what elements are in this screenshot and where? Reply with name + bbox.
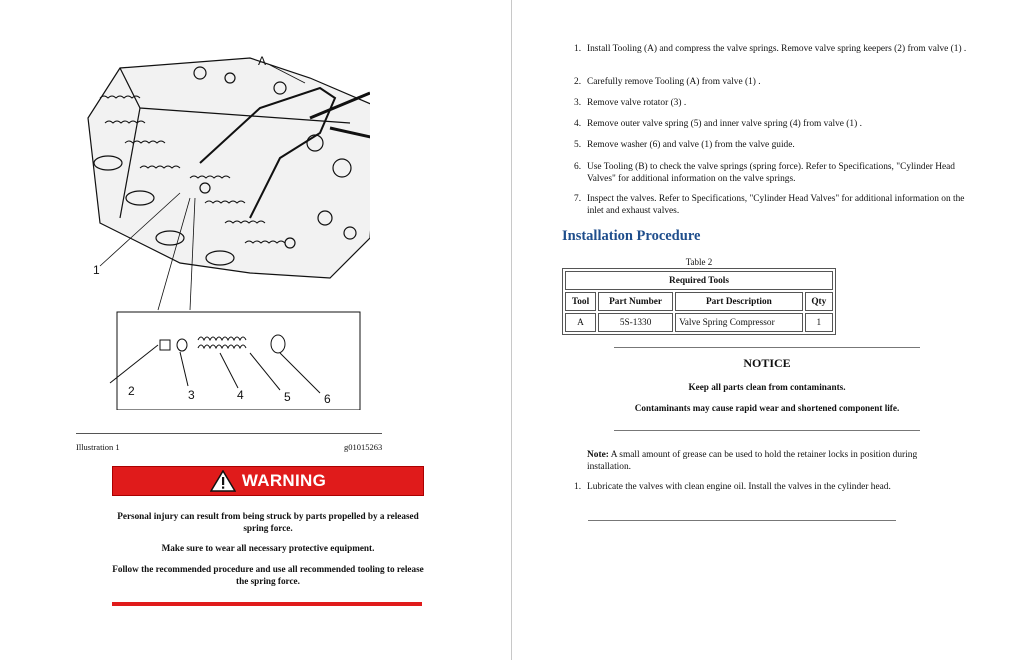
callout-1: 1: [93, 263, 100, 277]
table-cell: Valve Spring Compressor: [675, 313, 803, 332]
warning-triangle-icon: [210, 470, 236, 492]
note-label: Note:: [587, 450, 609, 460]
removal-step: 1. Install Tooling (A) and compress the valve springs. Remove valve spring keepers (2) from valve (1) .: [574, 44, 967, 54]
removal-step: 6. Use Tooling (B) to check the valve springs (spring force). Refer to Specifications, "Cylinder Head Valves" for additional information on the valve springs.: [574, 162, 955, 184]
note-paragraph: [587, 450, 957, 473]
illustration-caption: Illustration 1: [76, 442, 120, 452]
callout-5: 5: [284, 390, 291, 404]
removal-step: 4. Remove outer valve spring (5) and inner valve spring (4) from valve (1) .: [574, 119, 862, 129]
warning-text: Make sure to wear all necessary protective equipment.: [161, 543, 375, 553]
table-caption: Table 2: [685, 257, 713, 267]
removal-step: 3. Remove valve rotator (3) .: [574, 98, 687, 108]
callout-4: 4: [237, 388, 244, 402]
callout-3: 3: [188, 388, 195, 402]
notice-title: NOTICE: [743, 356, 791, 370]
installation-heading: Installation Procedure: [562, 228, 701, 244]
notice-text: Contaminants may cause rapid wear and shortened component life.: [634, 403, 900, 413]
notice-text: Keep all parts clean from contaminants.: [688, 382, 846, 392]
end-rule: [588, 520, 896, 521]
column-header: Part Number: [598, 292, 673, 311]
notice-rule: [614, 430, 920, 431]
removal-step: 7. Inspect the valves. Refer to Specifications, "Cylinder Head Valves" for additional information on the inlet and exhaust valves.: [574, 194, 965, 216]
column-header: Tool: [565, 292, 596, 311]
warning-banner: [112, 466, 424, 496]
table-cell: 1: [805, 313, 833, 332]
table-cell: 5S-1330: [598, 313, 673, 332]
required-tools-table: [562, 268, 836, 335]
table-row: [565, 313, 833, 332]
table-title: Required Tools: [565, 271, 833, 290]
warning-title: WARNING: [241, 471, 327, 490]
page-divider: [511, 0, 512, 660]
install-step: 1. Lubricate the valves with clean engine oil. Install the valves in the cylinder head.: [574, 482, 891, 492]
removal-step: 2. Carefully remove Tooling (A) from valve (1) .: [574, 77, 761, 87]
illustration-graphic-id: g01015263: [344, 442, 383, 452]
warning-text: Personal injury can result from being struck by parts propelled by a released spring force.: [117, 511, 419, 533]
callout-2: 2: [128, 384, 135, 398]
note-text: A small amount of grease can be used to hold the retainer locks in position during installation.: [587, 450, 918, 472]
left-page: [0, 0, 511, 660]
callout-6: 6: [324, 392, 331, 406]
valve-spring-illustration: [80, 48, 370, 410]
column-header: Qty: [805, 292, 833, 311]
caption-divider: [76, 433, 382, 434]
table-cell: A: [565, 313, 596, 332]
column-header: Part Description: [675, 292, 803, 311]
cylinder-head-drawing: [80, 48, 370, 410]
callout-a: A: [258, 54, 267, 68]
warning-text: Follow the recommended procedure and use all recommended tooling to release the spring force.: [112, 564, 424, 586]
warning-bottom-bar: [112, 602, 422, 606]
notice-rule: [614, 347, 920, 348]
removal-step: 5. Remove washer (6) and valve (1) from the valve guide.: [574, 140, 795, 150]
